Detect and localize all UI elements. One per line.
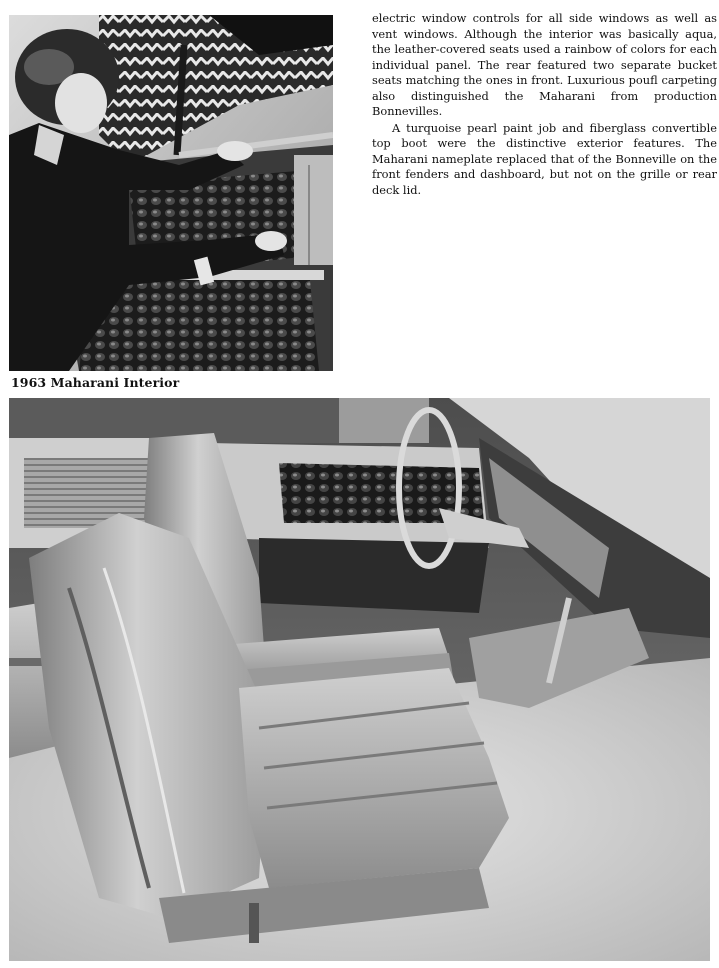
article-paragraph-1: electric window controls for all side windows as well as vent windows. Although the interior was basically aqua, the leather-covered seats used a rainbow of colors for each individual panel. The rear featured two separate bucket seats matching the ones in front. Luxurious poufl carpeting also distinguished the Maharani from production Bonnevilles. — [372, 11, 717, 118]
article-text — [372, 11, 717, 198]
photo-woman-at-door-image — [9, 15, 333, 371]
article-paragraph-2: A turquoise pearl paint job and fiberglass convertible top boot were the distinctive exterior features. The Maharani nameplate replaced that of the Bonneville on the front fenders and dashboard, but not on the grille or rear deck lid. — [372, 120, 717, 197]
top-photo-caption: 1963 Maharani Interior — [11, 375, 180, 390]
photo-interior-seats — [9, 398, 710, 961]
photo-woman-at-door — [9, 15, 333, 371]
photo-interior-seats-image — [9, 398, 710, 961]
